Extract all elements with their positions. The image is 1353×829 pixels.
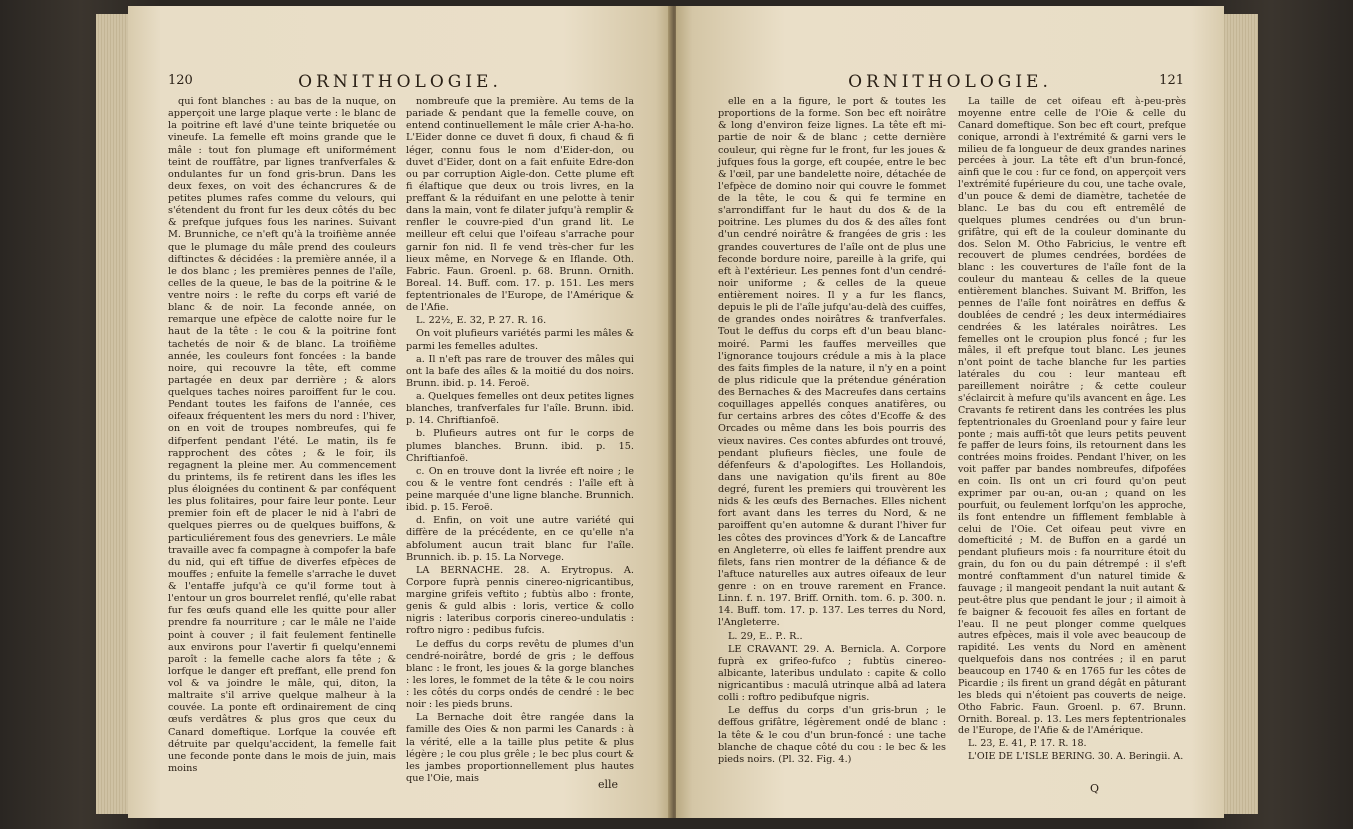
paragraph: La Bernache doit être rangée dans la famille des Oies & non parmi les Canards : à la vérité, elle a la taille plus petite & plus légère ; le cou plus grêle ; le bec plus court & les jambes proportionnellement plus hautes que l'Oie, mais	[406, 712, 634, 784]
paragraph: elle en a la figure, le port & toutes les proportions de la forme. Son bec eft noirâtre & long d'environ feize lignes. La tête eft mi-partie de noir & de blanc ; cette dernière couleur, qui règne fur le front, fur les joues & jufques fous la gorge, eft coupée, entre le bec & l'œil, par une bandelette noire, détachée de l'efpèce de domino noir qui couvre le fommet de la tête, le cou & qui fe termine en s'arrondiffant fur le haut du dos & de la poitrine. Les plumes du dos & des aîles font d'un cendré noirâtre & frangées de gris : les grandes couvertures de l'aîle ont de plus une feconde bordure noire, pareille à la grife, qui eft à l'extérieur. Les pennes font d'un cendré-noir uniforme ; & celles de la queue entièrement noires. Il y a fur les flancs, depuis le pli de l'aîle jufqu'au-delà des cuiffes, de grandes ondes noirâtres & tranfverfales. Tout le deffus du corps eft d'un beau blanc-moiré. Parmi les fauffes merveilles que l'ignorance toujours crédule a mis à la place des faits fimples de la nature, il n'y en a point de plus ridicule que la prétendue génération des Bernaches & des Macreufes dans certains coquillages appellés conques anatifères, ou fur certains arbres des côtes d'Ecoffe & des Orcades ou même dans les bois pourris des vieux navires. Ces contes abfurdes ont trouvé, pendant plufieurs fiècles, une foule de défenfeurs & d'apologiftes. Les Hollandois, dans une navigation qu'ils firent au 80e degré, furent les premiers qui trouvèrent les nids & les œufs des Bernaches. Elles nichent fort avant dans les terres du Nord, & ne paroiffent qu'en automne & durant l'hiver fur les côtes des provinces d'York & de Lancaftre en Angleterre, où elles fe laiffent prendre aux filets, fans rien montrer de la défiance & de l'aftuce naturelles aux autres oifeaux de leur genre : on en trouve rarement en France. Linn. f. n. 197. Briff. Ornith. tom. 6. p. 300. n. 14. Buff. tom. 17. p. 137. Les terres du Nord, l'Angleterre.	[718, 96, 946, 629]
paragraph: L. 23, E. 41, P. 17. R. 18.	[968, 738, 1087, 750]
right-page-column-1	[718, 96, 946, 767]
paragraph: L. 29, E.. P.. R..	[728, 630, 803, 642]
right-page-number: 121	[1159, 73, 1184, 88]
paragraph: a. Il n'eft pas rare de trouver des mâles qui ont la bafe des aîles & la moitié du dos noirs. Brunn. ibid. p. 14. Feroë.	[406, 353, 634, 389]
right-page	[676, 6, 1224, 818]
left-page-number: 120	[168, 73, 193, 88]
paragraph: b. Plufieurs autres ont fur le corps de plumes blanches. Brunn. ibid. p. 15. Chriftianfoë.	[406, 428, 634, 464]
paragraph: L. 22½, E. 32, P. 27. R. 16.	[416, 315, 547, 327]
paragraph: d. Enfin, on voit une autre variété qui diffère de la précédente, en ce qu'elle n'a abfolument aucun trait blanc fur l'aîle. Brunnich. ib. p. 15. La Norvege.	[406, 515, 634, 563]
left-page	[128, 6, 672, 818]
paragraph: nombreufe que la première. Au tems de la pariade & pendant que la femelle couve, on entend continuellement le mâle crier A-ha-ho. L'Eider donne ce duvet fi doux, fi chaud & fi léger, connu fous le nom d'Eider-don, ou duvet d'Eider, dont on a fait enfuite Edre-don ou par corruption Aigle-don. Cette plume eft fi élaftique que deux ou trois livres, en la preffant & la réduifant en une pelotte à tenir dans la main, vont fe dilater jufqu'à remplir & renfler le couvre-pied d'un grand lit. Le meilleur eft celui que l'oifeau s'arrache pour garnir fon nid. Il fe vend très-cher fur les lieux même, en Norvege & en Iflande. Oth. Fabric. Faun. Groenl. p. 68. Brunn. Ornith. Boreal. 14. Buff. com. 17. p. 151. Les mers feptentrionales de l'Europe, de l'Amérique & de l'Afie.	[406, 96, 634, 314]
paragraph: qui font blanches : au bas de la nuque, on apperçoit une large plaque verte : le blanc de la poitrine eft lavé d'une teinte briquetée ou vineufe. La femelle eft moins grande que le mâle : tout fon plumage eft uniformément teint de rouffâtre, par lignes tranfverfales & ondulantes fur un fond gris-brun. Dans les deux fexes, on voit des échancrures & de petites plumes rafes comme du velours, qui s'étendent du front fur les deux côtés du bec & prefque jufques fous les narines. Suivant M. Brunniche, ce n'eft qu'à la troifième année que le plumage du mâle prend des couleurs diftinctes & décidées : la première année, il a le dos blanc ; les premières pennes de l'aîle, celles de la queue, le bas de la poitrine & le ventre noirs : le refte du corps eft varié de blanc & de noir. La feconde année, on remarque une efpèce de calotte noire fur le haut de la tête : le cou & la poitrine font tachetés de noir & de blanc. La troifième année, les couleurs font foncées : la bande noire, qui recouvre la tête, eft comme partagée en deux par derrière ; & alors quelques taches noires paroiffent fur le cou. Pendant toutes les faifons de l'année, ces oifeaux fréquentent les mers du nord : l'hiver, on en voit de troupes nombreufes, qui fe difperfent pendant l'été. Le matin, ils fe rapprochent des côtes ; & le foir, ils regagnent la pleine mer. Au commencement du printems, ils fe retirent dans les ifles les plus éloignées du continent & par conféquent les plus folitaires, pour faire leur ponte. Leur premier foin eft de placer le nid à l'abri de quelques pierres ou de quelques buiffons, & particuliérement fous des genevriers. Le mâle travaille avec fa compagne à compofer la bafe du nid, qui eft tiffue de diverfes efpèces de mouffes ; enfuite la femelle s'arrache le duvet & l'entaffe jufqu'à ce qu'il forme tout à l'entour un gros bourrelet renflé, qu'elle rabat fur fes œufs quand elle les quitte pour aller prendre fa nourriture ; car le mâle ne l'aide point à couver ; il fait feulement fentinelle aux environs pour l'avertir fi quelqu'ennemi paroît : la femelle cache alors fa tête ; & lorfque le danger eft preffant, elle prend fon vol & va joindre le mâle, qui, diton, la maltraite s'il arrive quelque malheur à la couvée. La ponte eft ordinairement de cinq œufs verdâtres & plus gros que ceux du Canard domeftique. Lorfque la couvée eft détruite par quelqu'accident, la femelle fait une feconde ponte dans le mois de juin, mais moins	[168, 96, 396, 774]
left-running-head	[168, 72, 632, 92]
paragraph: a. Quelques femelles ont deux petites lignes blanches, tranfverfales fur l'aîle. Brunn. ibid. p. 14. Chriftianfoë.	[406, 391, 634, 427]
paragraph: On voit plufieurs variétés parmi les mâles & parmi les femelles adultes.	[406, 328, 634, 352]
signature-mark: Q	[1090, 782, 1100, 795]
left-page-column-2	[406, 96, 634, 786]
paragraph: Le deffus du corps revêtu de plumes d'un cendré-noirâtre, bordé de gris ; le deffous blanc : le front, les joues & la gorge blanches : les lores, le fommet de la tête & le cou noirs : les côtés du corps ondés de cendré : le bec noir : les pieds bruns.	[406, 638, 634, 711]
paragraph: Le deffus du corps d'un gris-brun ; le deffous grifâtre, légèrement ondé de blanc : la tête & le cou d'un brun-foncé : une tache blanche de chaque côté du cou : le bec & les pieds noirs. (Pl. 32. Fig. 4.)	[718, 705, 946, 765]
left-running-title: ORNITHOLOGIE.	[298, 72, 502, 92]
left-page-column-1	[168, 96, 396, 776]
right-page-edges	[1222, 14, 1258, 814]
right-running-title: ORNITHOLOGIE.	[848, 72, 1052, 92]
paragraph: c. On en trouve dont la livrée eft noire ; le cou & le ventre font cendrés : l'aîle eft à peine marquée d'une ligne blanche. Brunnich. ibid. p. 15. Feroë.	[406, 465, 634, 514]
left-page-edges	[96, 14, 130, 814]
paragraph: L'OIE DE L'ISLE BERING. 30. A. Beringii. A.	[968, 751, 1184, 763]
right-running-head	[716, 72, 1184, 92]
paragraph: LA BERNACHE. 28. A. Erytropus. A. Corpore fuprà pennis cinereo-nigricantibus, margine grifeis veftito ; fubtùs albo : fronte, genis & guld albis : loris, vertice & collo nigris : lateribus corporis cinereo-undulatis : roftro nigro : pedibus fufcis.	[406, 564, 634, 637]
right-page-column-2	[958, 96, 1186, 764]
catchword: elle	[598, 778, 619, 791]
paragraph: La taille de cet oifeau eft à-peu-près moyenne entre celle de l'Oie & celle du Canard domeftique. Son bec eft court, prefque conique, arrondi à l'extrémité & garni vers le milieu de fa longueur de deux grandes narines percées à jour. La tête eft d'un brun-foncé, ainfi que le cou : fur ce fond, on apperçoit vers l'extrémité fupérieure du cou, une tache ovale, d'un pouce & demi de diamètre, tachetée de blanc. Le bas du cou eft entremêlé de quelques plumes cendrées ou d'un brun-grifâtre, qui eft de la couleur dominante du dos. Selon M. Otho Fabricius, le ventre eft recouvert de plumes cendrées, bordées de blanc : les couvertures de l'aîle font de la couleur du manteau & celles de la queue entièrement blanches. Suivant M. Briffon, les pennes de l'aîle font noirâtres en deffus & doublées de cendré ; les deux intermédiaires cendrées & les latérales noirâtres. Les femelles ont le croupion plus foncé ; fur les mâles, il eft prefque tout blanc. Les jeunes n'ont point de tache blanche fur les parties latérales du cou : leur manteau eft pareillement noirâtre ; & cette couleur s'éclaircit à mefure qu'ils avancent en âge. Les Cravants fe retirent dans les contrées les plus feptentrionales du Groenland pour y faire leur ponte ; mais auffi-tôt que leurs petits peuvent fe paffer de leurs foins, ils retournent dans les contrées moins froides. Pendant l'hiver, on les voit paffer par bandes nombreufes, difpofées en coin. Ils ont un cri fourd qu'on peut exprimer par ou-an, ou-an ; quand on les pourfuit, ou feulement lorfqu'on les approche, ils font entendre un fifflement femblable à celui de l'Oie. Cet oifeau peut vivre en domefticité ; M. de Buffon en a gardé un pendant plufieurs mois : fa nourriture étoit du grain, du fon ou du pain détrempé : il s'eft montré conftamment d'un naturel timide & fauvage ; il mangeoit pendant la nuit autant & peut-être plus que pendant le jour ; il aimoit à fe baigner & fecouoit fes aîles en fortant de l'eau. Il ne peut plonger comme quelques autres efpèces, mais il vole avec beaucoup de rapidité. Les vents du Nord en amènent quelquefois dans nos contrées ; il en parut beaucoup en 1740 & en 1765 fur les côtes de Picardie ; ils firent un grand dégât en pâturant les bleds qui n'étoient pas couverts de neige. Otho Fabric. Faun. Groenl. p. 67. Brunn. Ornith. Boreal. p. 13. Les mers feptentrionales de l'Europe, de l'Afie & de l'Amérique.	[958, 96, 1186, 737]
paragraph: LE CRAVANT. 29. A. Bernicla. A. Corpore fuprà ex grifeo-fufco ; fubtùs cinereo-albicante, lateribus undulato : capite & collo nigricantibus : maculâ utrinque albâ ad latera colli : roftro pedibufque nigris.	[718, 643, 946, 704]
